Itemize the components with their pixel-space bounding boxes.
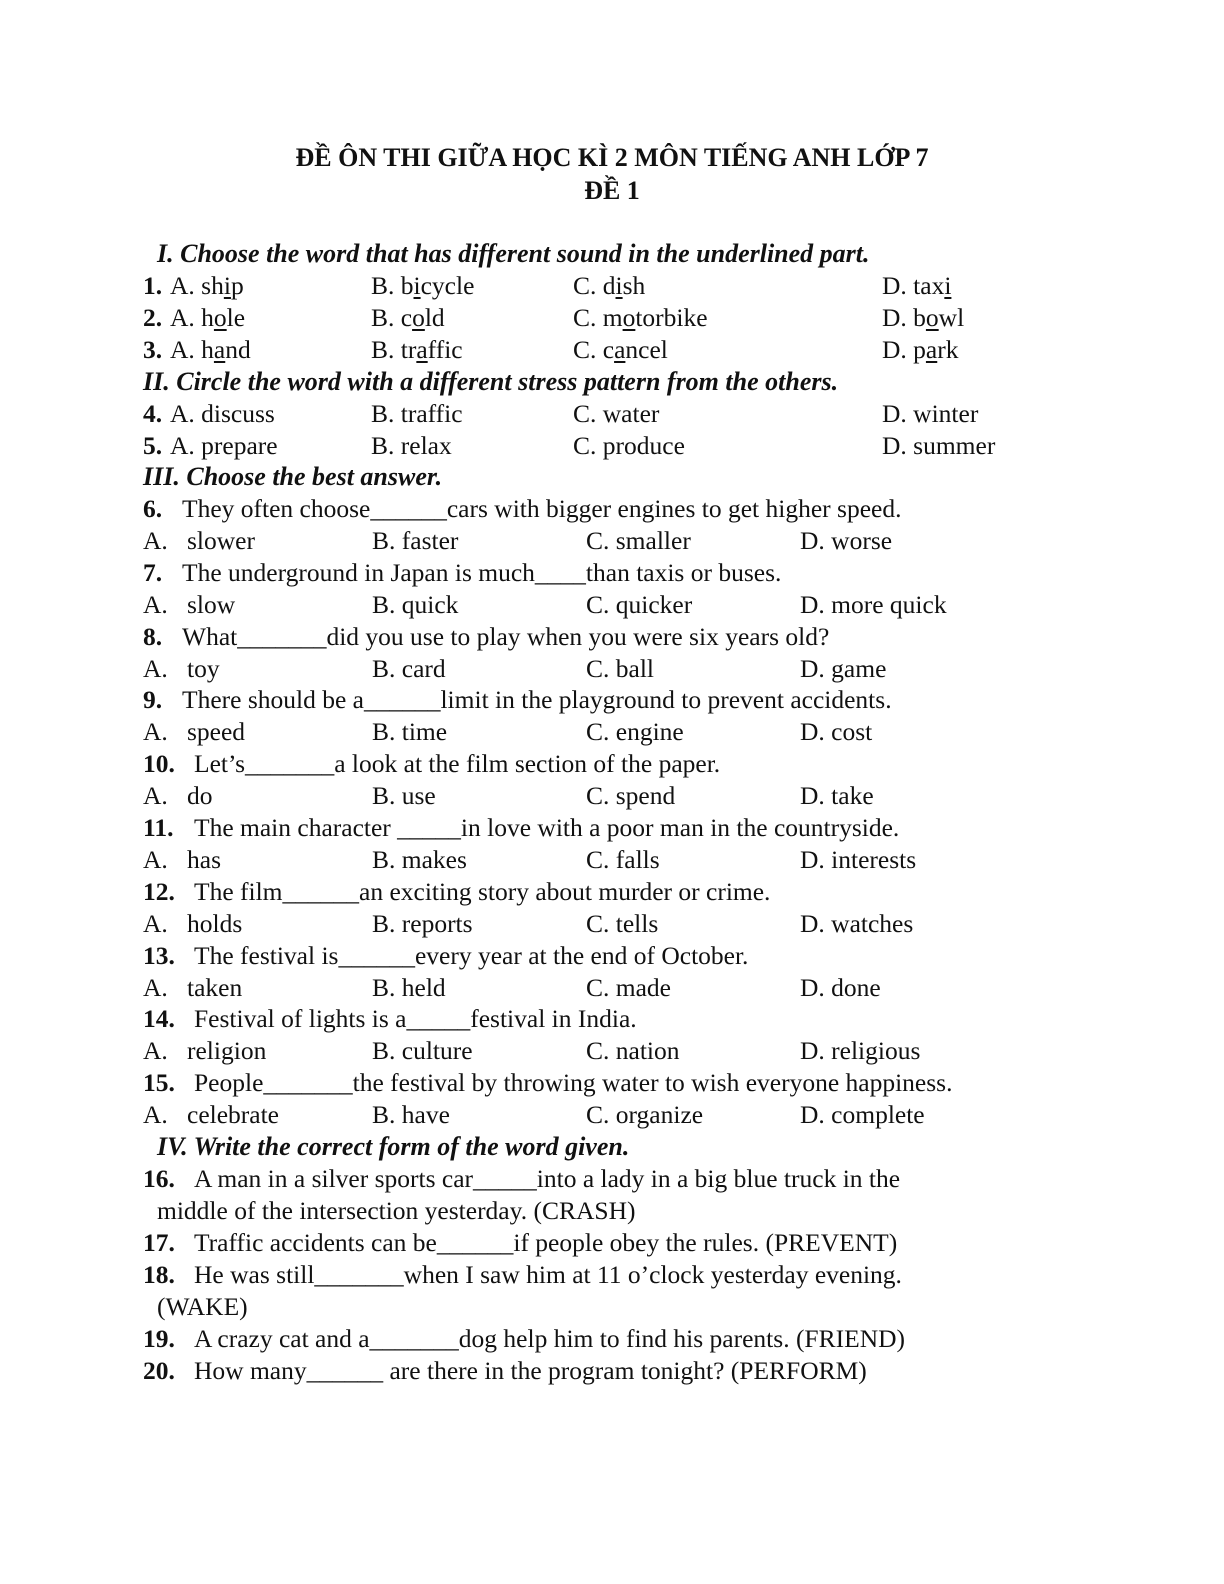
question-number: 10. [143, 749, 175, 778]
answer-option[interactable] [882, 302, 964, 334]
underlined-part: o [412, 303, 425, 332]
answer-option-d[interactable]: D. watches [800, 909, 914, 938]
question-14 [143, 1003, 637, 1035]
answer-option[interactable]: B. traffic [371, 399, 463, 428]
option-text: cycle [420, 271, 475, 300]
question-text: The main character _____in love with a poor man in the countryside. [194, 813, 900, 842]
option-letter: A. [143, 1100, 168, 1129]
option-text: rk [937, 335, 959, 364]
answer-row [143, 1099, 925, 1131]
question-10 [143, 748, 721, 780]
answer-option-d[interactable]: D. complete [800, 1100, 925, 1129]
answer-option-d[interactable]: D. cost [800, 717, 873, 746]
question-text: They often choose______cars with bigger engines to get higher speed. [182, 494, 902, 523]
question-text: The festival is______every year at the end of October. [194, 941, 749, 970]
underlined-part: o [213, 303, 227, 332]
answer-option-c[interactable]: C. falls [586, 845, 660, 874]
question-15 [143, 1067, 953, 1099]
question-number: 20. [143, 1356, 175, 1385]
question-19 [143, 1323, 906, 1355]
underlined-part: a [213, 335, 226, 364]
answer-option-d[interactable]: D. more quick [800, 590, 947, 619]
question-number: 15. [143, 1068, 175, 1097]
answer-option-d[interactable]: D. game [800, 654, 887, 683]
answer-row [143, 716, 873, 748]
question-number: 12. [143, 877, 175, 906]
section-4-heading: IV. Write the correct form of the word given. [157, 1132, 630, 1161]
option-text: C. d [573, 271, 616, 300]
answer-option[interactable] [882, 270, 951, 302]
answer-row [143, 844, 917, 876]
question-4 [143, 398, 979, 430]
option-text: ncel [625, 335, 668, 364]
underlined-part: a [614, 335, 626, 364]
question-text: Festival of lights is a_____festival in India. [194, 1004, 637, 1033]
question-number: 16. [143, 1164, 175, 1193]
answer-option-b[interactable]: B. card [372, 654, 446, 683]
question-17 [143, 1227, 898, 1259]
question-number: 5. [143, 431, 163, 460]
answer-option-a[interactable]: has [187, 845, 221, 874]
option-text: C. m [573, 303, 623, 332]
answer-option-a[interactable]: religion [187, 1036, 267, 1065]
question-text: Traffic accidents can be______if people obey the rules. (PREVENT) [194, 1228, 898, 1257]
question-number: 6. [143, 494, 163, 523]
option-text: D. p [882, 335, 926, 364]
answer-option-b[interactable]: B. use [372, 781, 436, 810]
underlined-part: i [615, 271, 623, 300]
underlined-part: i [223, 271, 231, 300]
answer-row [143, 653, 887, 685]
option-text: B. b [371, 271, 414, 300]
answer-option-b[interactable]: B. faster [372, 526, 459, 555]
answer-option-a[interactable]: do [187, 781, 213, 810]
option-text: D. b [882, 303, 926, 332]
question-number: 13. [143, 941, 175, 970]
answer-option[interactable] [371, 302, 445, 334]
answer-option-d[interactable]: D. religious [800, 1036, 921, 1065]
answer-option-a[interactable]: celebrate [187, 1100, 280, 1129]
option-text: A. sh [170, 271, 224, 300]
question-text: He was still_______when I saw him at 11 o’clock yesterday evening. [194, 1260, 902, 1289]
underlined-part: o [622, 303, 636, 332]
answer-option-d[interactable]: D. worse [800, 526, 893, 555]
option-letter: A. [143, 909, 168, 938]
answer-option[interactable]: C. water [573, 399, 660, 428]
question-number: 11. [143, 813, 174, 842]
answer-row [143, 589, 947, 621]
question-text: The underground in Japan is much____than taxis or buses. [182, 558, 782, 587]
answer-option-c[interactable]: C. engine [586, 717, 684, 746]
answer-option-c[interactable]: C. organize [586, 1100, 704, 1129]
option-text: le [226, 303, 246, 332]
page-title: ĐỀ ÔN THI GIỮA HỌC KÌ 2 MÔN TIẾNG ANH LỚP 7 [295, 143, 929, 172]
question-number: 1. [143, 271, 163, 300]
answer-option-b[interactable]: B. quick [372, 590, 459, 619]
answer-option-a[interactable]: holds [187, 909, 243, 938]
option-text: ffic [427, 335, 463, 364]
question-number: 18. [143, 1260, 175, 1289]
answer-option-d[interactable]: D. take [800, 781, 874, 810]
underlined-part: i [944, 271, 952, 300]
answer-option-b[interactable]: B. have [372, 1100, 450, 1129]
answer-option-d[interactable]: D. interests [800, 845, 917, 874]
answer-option[interactable]: A. discuss [170, 399, 275, 428]
option-text: D. tax [882, 271, 945, 300]
option-text: A. h [170, 303, 214, 332]
answer-option-c[interactable]: C. tells [586, 909, 659, 938]
question-number: 2. [143, 303, 163, 332]
answer-option-d[interactable]: D. done [800, 973, 881, 1002]
underlined-part: i [413, 271, 421, 300]
question-text: There should be a______limit in the playground to prevent accidents. [182, 685, 892, 714]
question-20 [143, 1355, 867, 1387]
answer-row [143, 525, 893, 557]
answer-option[interactable]: A. prepare [170, 431, 278, 460]
answer-row [143, 972, 881, 1004]
answer-option[interactable] [371, 270, 474, 302]
option-text: ld [424, 303, 445, 332]
section-2-heading: II. Circle the word with a different stress pattern from the others. [143, 367, 839, 396]
answer-option-b[interactable]: B. held [372, 973, 446, 1002]
option-letter: A. [143, 717, 168, 746]
question-number: 17. [143, 1228, 175, 1257]
answer-option[interactable]: C. produce [573, 431, 685, 460]
answer-option-c[interactable]: C. spend [586, 781, 676, 810]
question-text: Let’s_______a look at the film section of the paper. [194, 749, 721, 778]
question-number: 9. [143, 685, 163, 714]
question-number: 3. [143, 335, 163, 364]
page-subtitle: ĐỀ 1 [584, 176, 640, 205]
answer-option-b[interactable]: B. time [372, 717, 448, 746]
question-number: 8. [143, 622, 163, 651]
question-text: A crazy cat and a_______dog help him to find his parents. (FRIEND) [194, 1324, 906, 1353]
question-text: What_______did you use to play when you were six years old? [182, 622, 830, 651]
question-number: 4. [143, 399, 163, 428]
question-9 [143, 684, 892, 716]
answer-option-c[interactable]: C. smaller [586, 526, 691, 555]
answer-option-a[interactable]: slower [187, 526, 255, 555]
answer-option-a[interactable]: speed [187, 717, 246, 746]
option-letter: A. [143, 1036, 168, 1065]
underlined-part: a [925, 335, 938, 364]
answer-option-a[interactable]: slow [187, 590, 236, 619]
option-text: B. tr [371, 335, 417, 364]
answer-option-c[interactable]: C. ball [586, 654, 654, 683]
option-text: sh [622, 271, 646, 300]
option-letter: A. [143, 526, 168, 555]
answer-option[interactable] [573, 334, 668, 366]
option-letter: A. [143, 973, 168, 1002]
section-1-heading: I. Choose the word that has different sound in the underlined part. [157, 239, 870, 268]
answer-option-b[interactable]: B. culture [372, 1036, 473, 1065]
answer-option[interactable] [170, 302, 245, 334]
question-text: (WAKE) [157, 1292, 248, 1321]
section-3-heading: III. Choose the best answer. [143, 462, 443, 491]
option-letter: A. [143, 781, 168, 810]
question-18-continued [157, 1291, 248, 1323]
answer-option-a[interactable]: toy [187, 654, 220, 683]
answer-row [143, 1035, 921, 1067]
question-text: People_______the festival by throwing water to wish everyone happiness. [194, 1068, 953, 1097]
question-8 [143, 621, 830, 653]
answer-option[interactable] [170, 270, 244, 302]
answer-option[interactable] [882, 334, 959, 366]
question-text: middle of the intersection yesterday. (CRASH) [157, 1196, 636, 1225]
answer-option[interactable] [170, 334, 251, 366]
answer-option[interactable] [371, 334, 463, 366]
question-text: A man in a silver sports car_____into a lady in a big blue truck in the [194, 1164, 901, 1193]
answer-option-c[interactable]: C. made [586, 973, 671, 1002]
question-12 [143, 876, 771, 908]
answer-option[interactable]: D. summer [882, 431, 996, 460]
answer-option[interactable]: D. winter [882, 399, 979, 428]
question-16-continued [157, 1195, 636, 1227]
option-letter: A. [143, 654, 168, 683]
answer-option-c[interactable]: C. quicker [586, 590, 693, 619]
option-text: B. c [371, 303, 413, 332]
option-text: p [230, 271, 244, 300]
question-6 [143, 493, 902, 525]
question-18 [143, 1259, 902, 1291]
question-number: 19. [143, 1324, 175, 1353]
answer-option-c[interactable]: C. nation [586, 1036, 680, 1065]
answer-option[interactable]: B. relax [371, 431, 452, 460]
answer-option[interactable] [573, 270, 645, 302]
option-text: wl [938, 303, 965, 332]
question-5 [143, 430, 996, 462]
underlined-part: o [925, 303, 939, 332]
question-7 [143, 557, 782, 589]
option-letter: A. [143, 845, 168, 874]
question-1 [143, 270, 952, 302]
option-text: A. h [170, 335, 214, 364]
question-number: 14. [143, 1004, 175, 1033]
underlined-part: a [416, 335, 428, 364]
answer-option-b[interactable]: B. makes [372, 845, 467, 874]
question-text: How many______ are there in the program tonight? (PERFORM) [194, 1356, 867, 1385]
option-text: torbike [635, 303, 708, 332]
answer-row [143, 908, 914, 940]
option-text: nd [225, 335, 251, 364]
question-2 [143, 302, 965, 334]
question-number: 7. [143, 558, 163, 587]
option-letter: A. [143, 590, 168, 619]
answer-option-b[interactable]: B. reports [372, 909, 473, 938]
question-text: The film______an exciting story about murder or crime. [194, 877, 771, 906]
answer-option[interactable] [573, 302, 708, 334]
option-text: C. c [573, 335, 615, 364]
question-11 [143, 812, 900, 844]
answer-option-a[interactable]: taken [187, 973, 243, 1002]
question-13 [143, 940, 749, 972]
question-3 [143, 334, 959, 366]
answer-row [143, 780, 874, 812]
question-16 [143, 1163, 901, 1195]
